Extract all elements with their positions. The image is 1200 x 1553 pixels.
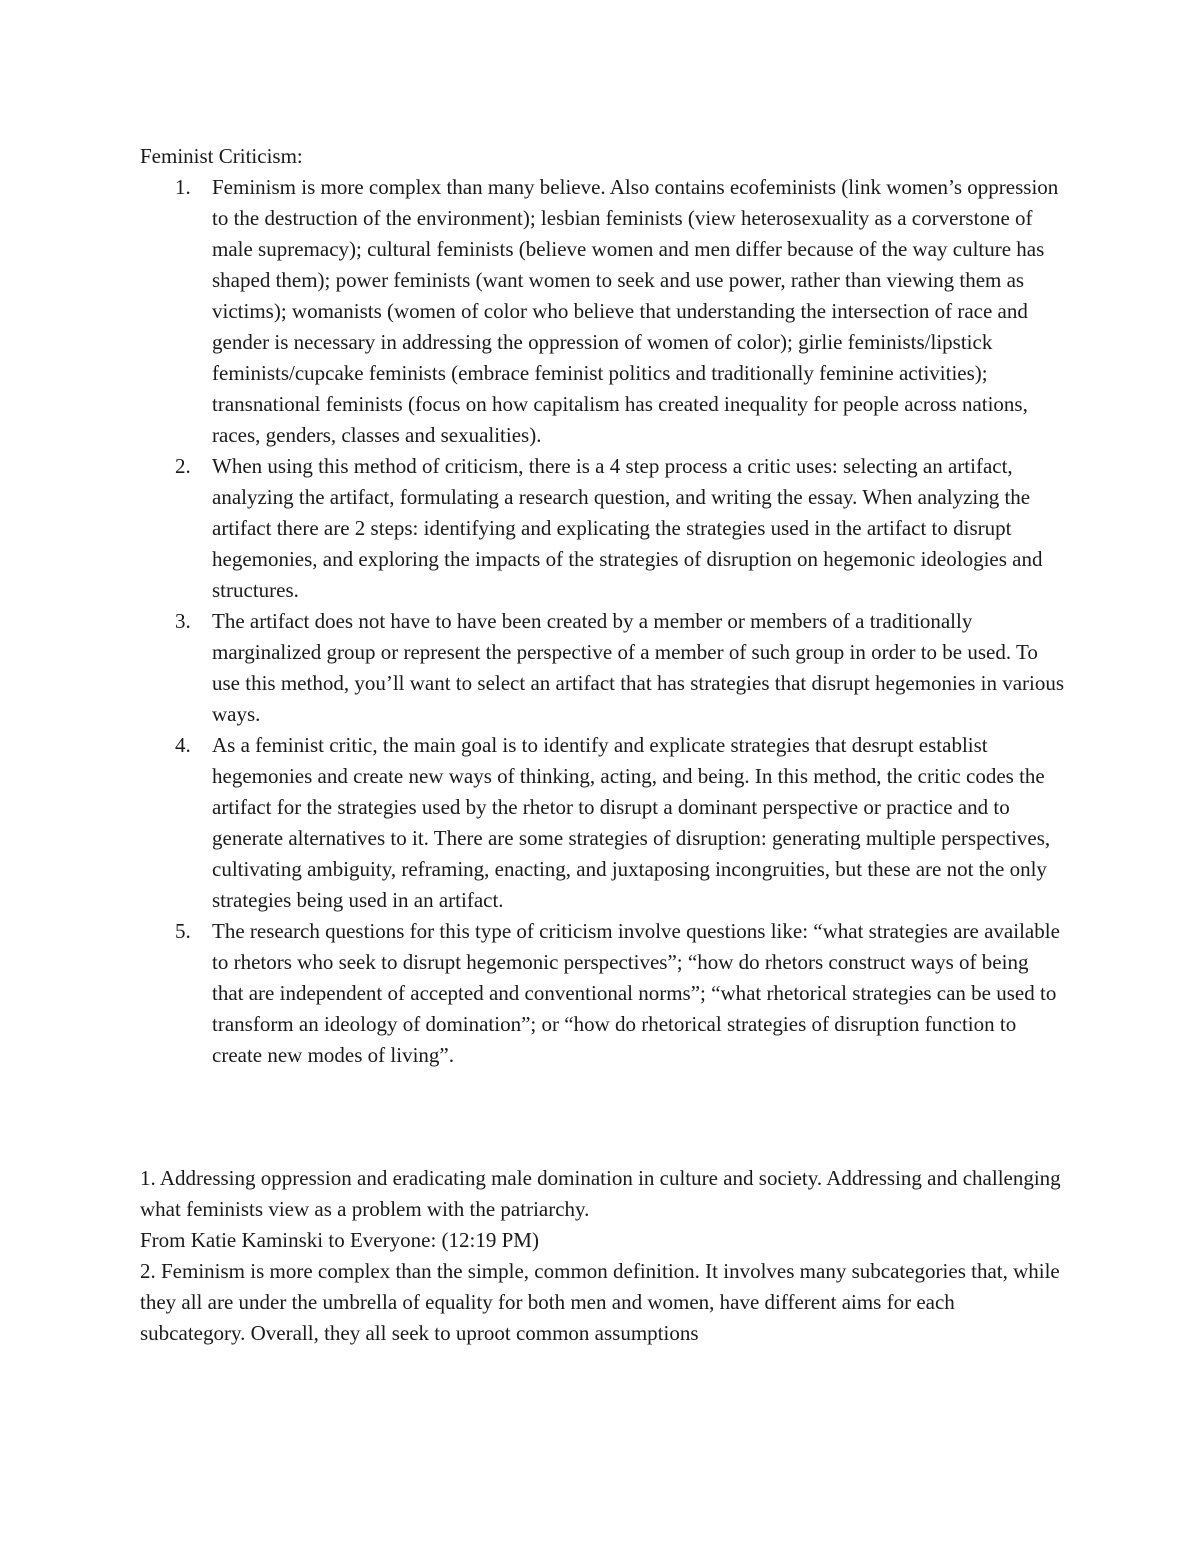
list-item <box>140 172 1065 451</box>
note-paragraph: 2. Feminism is more complex than the simple, common definition. It involves many subcategories that, while they all are under the umbrella of equality for both men and women, have different aims for each subcategory. Overall, they all seek to uproot common assumptions <box>140 1259 1060 1345</box>
list-item-number: 3. <box>175 609 191 633</box>
list-item-number: 5. <box>175 919 191 943</box>
chat-attribution: From Katie Kaminski to Everyone: (12:19 PM) <box>140 1228 539 1252</box>
list-item-text: The artifact does not have to have been created by a member or members of a traditionally marginalized group or represent the perspective of a member of such group in order to be used. To use this method, you’ll want to select an artifact that has strategies that disrupt hegemonies in various ways. <box>212 609 1065 726</box>
list-item-text: Feminism is more complex than many believe. Also contains ecofeminists (link women’s oppression to the destruction of the environment); lesbian feminists (view heterosexuality as a corverstone of male supremacy); cultural feminists (believe women and men differ because of the way culture has shaped them); power feminists (want women to seek and use power, rather than viewing them as victims); womanists (women of color who believe that understanding the intersection of race and gender is necessary in addressing the oppression of women of color); girlie feminists/lipstick feminists/cupcake feminists (embrace feminist politics and traditionally feminine activities); transnational feminists (focus on how capitalism has created inequality for people across nations, races, genders, classes and sexualities). <box>212 175 1059 447</box>
list-item-text: When using this method of criticism, there is a 4 step process a critic uses: selecting an artifact, analyzing the artifact, formulating a research question, and writing the essay. When analyzing the artifact there are 2 steps: identifying and explicating the strategies used in the artifact to disrupt hegemonies, and exploring the impacts of the strategies of disruption on hegemonic ideologies and structures. <box>212 454 1043 602</box>
list-item <box>140 916 1065 1071</box>
list-item-number: 1. <box>175 175 191 199</box>
list-item-text: The research questions for this type of criticism involve questions like: “what strategies are available to rhetors who seek to disrupt hegemonic perspectives”; “how do rhetors construct ways of being that are independent of accepted and conventional norms”; “what rhetorical strategies can be used to transform an ideology of domination”; or “how do rhetorical strategies of disruption function to create new modes of living”. <box>212 919 1060 1067</box>
list-item <box>140 730 1065 916</box>
list-item-number: 2. <box>175 454 191 478</box>
document-body <box>140 141 1065 1349</box>
list-item <box>140 451 1065 606</box>
list-item-text: As a feminist critic, the main goal is to identify and explicate strategies that desrupt establist hegemonies and create new ways of thinking, acting, and being. In this method, the critic codes the artifact for the strategies used by the rhetor to disrupt a dominant perspective or practice and to generate alternatives to it. There are some strategies of disruption: generating multiple perspectives, cultivating ambiguity, reframing, enacting, and juxtaposing incongruities, but these are not the only strategies being used in an artifact. <box>212 733 1051 912</box>
numbered-list <box>140 172 1065 1071</box>
note-paragraph: 1. Addressing oppression and eradicating male domination in culture and society. Addressing and challenging what feminists view as a problem with the patriarchy. <box>140 1166 1061 1221</box>
blank-space <box>140 1071 1065 1163</box>
list-item <box>140 606 1065 730</box>
list-item-number: 4. <box>175 733 191 757</box>
document-heading: Feminist Criticism: <box>140 144 303 168</box>
